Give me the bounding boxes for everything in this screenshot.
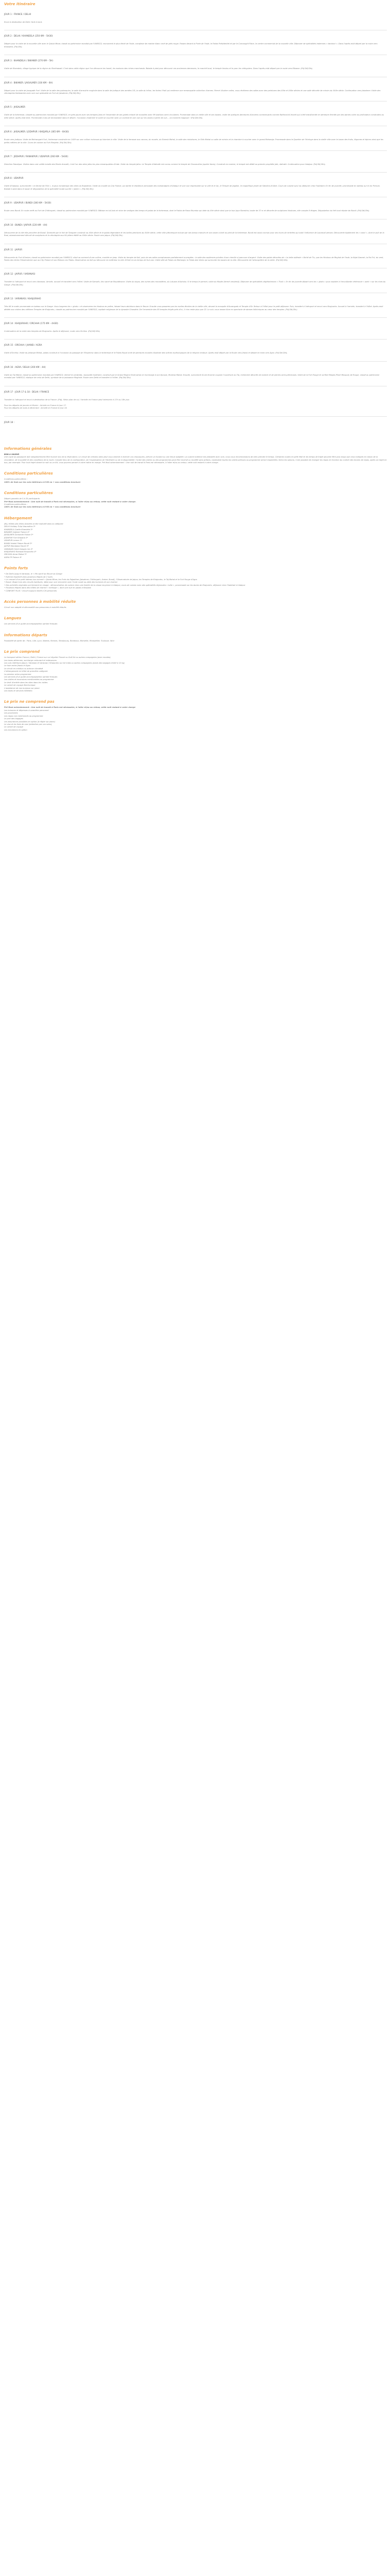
arrival-note-1: Pour les départs de janvier et février : Arrivée en France le Jour 17. — [4, 404, 67, 406]
not-included-line: Les pourboires — [4, 712, 18, 715]
not-included-line: Le port des bagages — [4, 718, 23, 720]
day-title: JOUR 8 : UDAIPUR — [4, 177, 24, 180]
point-line: • De Delhi jusqu'à Varanasi, le « fifo sacré du fleuve du Gange — [4, 573, 62, 575]
itinerary-heading: Votre itinéraire — [4, 2, 36, 6]
departures-text: Possibilité de partir de : Paris, Lille, Lyon, Nantes, Rennes, Strasbourg, Bordeaux, Marseille, Montpellier, Toulouse, Nice — [4, 639, 115, 642]
hotel-line: JAIPUR Mandawa Haveli 3* — [4, 545, 29, 548]
hotels-intro: (NL) Hôtels des Villes données à titre indicatif dans la catégorie — [4, 522, 63, 525]
day-text: Découverte du Fort d'Amber, classé au patrimoine mondial par l'UNESCO, situé au sommet d'une colline, montée en jeep. Visite du temple de Kali, puis de ses salles somptueuses parfaitement ouvragées : la salle des audiences privées d'une cheville si parcoure d'argent. Visite des palais décorées de « la belle sidérale » fâché de Tlo, que les Hindous de Mughal de l'Inde, la Kajal Ganesh, la Roi Pol, du vent, Palais des Vents l'Observatoire que au City Palace et son Maison Les Palais. Observation du fait qui découvre en extérieur la ville d'Oreil en du temps de Surs dur. Visite dite de Palais du Maharaja, le Palais des Vents qui surmonte les bazars de la ville. Découverte de l'atmosphère de la veille. (Pdj Déj Dîn). — [4, 256, 384, 261]
hotel-line: KHANDELA Castle Khandela 3* — [4, 528, 33, 531]
not-included-line: Le carnet de voyage — [4, 726, 23, 728]
departures-heading: Informations départs — [4, 633, 47, 637]
conditions-block — [4, 498, 387, 509]
day-text: Très tôt le matin promenade en bateau sur le Gange. Vous longerez les « ghats » et observerez les hindous en prière, faisant leurs ablutions dans le fleuve. Ensuite vous passerez par les ruelles étroites de la vieille ville, devant la mosquée d'Aurangzeb et Temple d'Or. Retour à l'hôtel pour le petit-déjeuner. Puis, transfert à l'aéroport et envol vers Khajuraho. Accueil à l'arrivée, transfert à l'hôtel. Après-midi dédiée aux visites des célèbres Temples de Khajuraho, classés au patrimoine mondial par l'UNESCO, capitale religieuse de la dynastie Chandela. De l'ensemble des 85 temples érigés près d'ici, il n'en reste plus que 22. Le soir, vous rassez libre en spectacle de danses folkloriques au cœur des temples. (Pdj Déj Dîn). — [4, 306, 383, 311]
day-12 — [4, 268, 387, 293]
included-line: Le train entre Jhansi et Agra — [4, 665, 30, 667]
day-text: Visite d'Udaipur, surnommée « la Venise de l'Est », la plus romantique des villes du Rajasthan. Visite du musée du City Palace, qui abrite le résidence principale des maharadjahs d'Udaipur et une vue imprenable sur la ville et le lac, le Temple de Jagdish, le magnifique jardin de Sahelion-Ki-Bari. Cours de cuisine suivi du déjeuner chez l'habitant. En fin de journée, promenade en bateau sur le lac Pichola. Balade à pied dans le bazar et dégustation de la spécialité locale sucrée « Jalebi ». (Pdj Déj Dîn). — [4, 185, 380, 190]
day-title: JOUR 9 : UDAIPUR / BUNDI (300 KM – 5H30) — [4, 201, 52, 205]
infos-heading: Informations générales — [4, 446, 52, 451]
day-text: Départ pour la visite de Junagadh Fort. Visite de la salle des palanquins, la salle d'armoirie moghole dans la salle de Jodhpuri des armées 1SI, la salle du trône, les fortes l'Hall qui renferme une remarquable collection d'armes. Pierre! illustrer celles, vous révèlerez des salles avec des peintures des XVIe et XVIIe siècles et une salle décorée de miroirs du XVIIe siècle. Continuation vers Jaisalmer. Visite des cénotaphes Kalabambe avec une vue splendide du Fort de Jaisalmer. (Pdj Déj Dîn). — [4, 89, 381, 95]
included-line: Les taxes et services hôteliers — [4, 690, 32, 692]
day-title: JOUR 14 : KHAJURAHO / ORCHHA (175 KM – 4H30) — [4, 321, 58, 325]
day-title: JOUR 15 : ORCHHA / JHANSI / AGRA — [4, 344, 42, 347]
day-18 — [4, 417, 387, 435]
conditions-line: Conditions particulières : — [4, 503, 27, 506]
included-line: Le carnet de voyage électronique — [4, 684, 36, 687]
day-title: JOUR 3 : KHANDELA / BIKANER (270 KM – 5H) — [4, 59, 53, 62]
mobility-block — [4, 606, 387, 609]
point-line: • Le creuset d'un petit bateau bus nommé « Qutab Minar, les Forts du Rajasthan (Jaisalmer, Chittorgarh, Amber, Bundi), l'Observatoire de Jaipur, les Temples de Khajuraho, le Taj Mahal et le Fort Rouge d'Agra — [4, 578, 197, 581]
included-line: Le droit d'entrée dans les sites dans les visites — [4, 681, 48, 684]
day-17 — [4, 386, 387, 417]
included-block — [4, 656, 387, 692]
included-line: Le circuit en minibus ou autocar climatisé — [4, 667, 43, 670]
day-text: Continuation de la visite des temples de Khajuraho. Après le déjeuner, route vers Orchha. (Pdj Déj Dîn). — [4, 330, 101, 332]
day-title: JOUR 1 : FRANCE / DELHI — [4, 13, 31, 15]
hotel-line: KHAJURAHO Ramada Khajuraho 4* — [4, 550, 37, 553]
day-text: Transfert à l'aéroport et envol à destination de la France. (Pdj). Selon plan de vol, l'arrivée en France peut intervenir à 17h ou 18h jour. — [4, 398, 130, 401]
day-13 — [4, 293, 387, 318]
day-1 — [4, 10, 387, 30]
languages-heading: Langues — [4, 616, 22, 621]
not-included-line: Les repas non mentionnés au programme — [4, 715, 43, 717]
day-title: JOUR 7 : JODHPUR / RANAKPUR / UDAIPUR (260 KM – 5H30) — [4, 155, 68, 158]
departures-block — [4, 640, 387, 642]
day-title: JOUR 4 : BIKANER / JAISALMER (330 KM – 6H) — [4, 81, 53, 84]
conditions-line: 100% de frais sur les vols intérieurs à 0-60 nn + nos conditions brochure — [4, 506, 80, 509]
included-line: Les services d'un guide accompagnateur parlant français — [4, 676, 58, 679]
hotel-line: UDAIPUR Lemon 3* — [4, 539, 22, 542]
day-5 — [4, 101, 387, 126]
not-included-line: Les assurances possibles en option (à régler sur place) — [4, 720, 55, 723]
points-heading: Points forts — [4, 566, 28, 571]
day-text: Route vers Bundi. En route arrêt au Fort de Chittorgarh, classé au patrimoine mondial par l'UNESCO. Bâtisse en tuf-bois et riche de vestiges des temps et palais de la forteresse, dont le Palais de Rana Khumba qui date du XVe siècle ainsi que la tour Jaya Stambha, haute de 37 m et décorée de sculptures hindoues, elle compte 8 étages. Dégustation du thé local répute de Bundi. (Pdj Déj Dîn). — [4, 210, 370, 212]
day-11 — [4, 244, 387, 269]
infos-intro-title: BON A SAVOIR — [4, 453, 20, 455]
included-heading: Le prix comprend — [4, 650, 40, 654]
day-title: JOUR 5 : JAISALMER — [4, 106, 25, 109]
point-line: • Des activités originales qui tiennent en visage : démonstration de cuisine chez une famille de la classe moyenne à Udaipur, cours de cuisine avec des spécialités régionales « lutte », promenade sur les dunes de Khajuraho, déjeuner chez l'habitant à Udaipur — [4, 584, 246, 586]
day-text: Visite d'Orchha. Visite du Jahangir Mahal, palais construit à l'occasion du passage de l'Empereur dans la forteresse et le Palais Rayal orné de peintures murales illustrant des scènes mythologiques de la religion hindoue. Après-midi départ par la Route vers Jhansi et départ en train vers Agra. (Pdj Déj Dîn). — [4, 352, 288, 354]
day-4 — [4, 77, 387, 102]
day-text: Visite du Taj Mahal, classé au patrimoine mondial par l'UNESCO, (fermé le vendredi), mausolée funéraire, construit par le Grand Moghol Shah Jahan en hommage à son épouse, Mumtaz Mahal. Ensuite, surnommé d'une énorme coupole l'ouverture au Taj, richement décorée de marbre et de pierres semi-précieuses. Visite de la Fort Rouge et sa Moti Masjid (Pearl Mosque) de Rouge, classé au patrimoine mondial par l'UNESCO, réplique de celui de Delhi, symbole de la puissance Moghole. Route vers Delhi et transfert à l'hôtel. (Pdj Déj Dîn). — [4, 374, 380, 379]
not-included-line: Les excursions en option — [4, 728, 27, 731]
not-included-line: Pré-final acheminement : Une nuit de transit à Paris est nécessaire, à l'aller et/ou au retour, cette nuit restant à votre charge — [4, 706, 136, 709]
day-text: Transfert à l'aéroport et envol vers Varanasi. Arrivée, accueil et transfert vers l'hôtel. Visite de Sarnath, lieu sacré de Bouddhisme. Visite du stupa, des ruines des monastères, du Lotuses d'Ashoka. Si le temps le permet, visite du Musée (fermé vendredi). Déjeuner de spécialités végétariennes « Thali ». En fin de journée départ vers les « ghats » pour assister à l'envoûtante cérémonie « aarti » sur les rives du Gange. (Pdj Déj Dîn). — [4, 281, 386, 286]
infos-block — [4, 453, 387, 465]
point-line: • CONFORT PLUS ! circuit toujours limité à 20 personnes — [4, 589, 57, 592]
day-text: Découverte de la cité elle-princière de Bundi. Dominée par le fort de Taragarh construit au XIVe siècle et le palais légendaire et les belles peintures du XVIIe siècle, cette ville pittoresque incluse par ses beaux manoirs et son bazar coloré au pied de la forteresse. Bundi est aussi connue pour ses rivors de rentrées qui sobtl l'influence de Lauravali persan. Découverte également les « baori », dont le puit de la Raai, abandonnement décoré de sculptures et la cénotaphe aux 84 piliers édifié au XVIIe siècle. Route vers Jaipur. (Pdj Déj Dîn). — [4, 231, 384, 237]
hotel-line: AGRA PS Palace 4* — [4, 556, 22, 558]
hotel-line: ORCHHA Amar Mahal 3* — [4, 553, 27, 556]
day-7 — [4, 151, 387, 173]
conditions-line: Pré-final acheminement : Une nuit de transit à Paris est nécessaire, à l'aller et/ou au retour, cette nuit restant à votre charge. — [4, 500, 136, 503]
included-line: L'hébergement en hôtel de première catégorie — [4, 670, 48, 673]
day-6 — [4, 126, 387, 151]
hotel-line: JAISALMER Gorbandh Palace 3* — [4, 534, 34, 536]
day-14 — [4, 318, 387, 340]
languages-text: Les services d'un guide accompagnateur parlant français — [4, 623, 58, 625]
conditions-heading: Conditions particulières — [4, 491, 53, 496]
hotel-line: DELHI Holiday Tulip Vasundhra 3* — [4, 526, 36, 528]
hotel-line: JODHPUR Fort Khejarla 3* — [4, 536, 28, 539]
infos-intro-text: Une copie du passeport doit obligatoirement être fournie lors de la réservation. Le circuit de certains sites peut vous amener à enlever vos chaussures, prévoir un foulard ou une tenue adaptée. La cuisine indienne est préparée avec soin, nous vous recommandons de bien prendre le temps. Certaines routes en petit état et les temps de trajet peuvent être plus longs que ceux indiqués en raison de la circulation, de la qualité et des conditions de la route. Compte tenu de la configuration, de l'organisation de l'itinéraire ou de la disponibilité, l'ordre des visites ou des programmes peut être inversé ou modifié sans préavis, cependant toutes les visites prévues au programme seront respectées. Selon les saisons, il est possible de changer les repas en fonction du confort des heures de repas, après un trajet en bus, par exemple. Pour tout trajet durant la nuit ou un tôt, vous pourrez penser à votre traîne en marge. Pré-final acheminement : Une nuit de transit à Paris est nécessaire, à l'aller et/ou au retour, cette nuit restant à votre charge. — [4, 456, 387, 464]
mobility-heading: Accès personnes à mobilité réduite — [4, 599, 76, 604]
day-text: Envol à destination de Delhi. Nuit à bord. — [4, 21, 43, 23]
included-line: Les visites et excursions mentionnées au programme — [4, 679, 54, 681]
included-line: Les vols intérieurs Jaipur / Varanasi et Varanasi / Khajuraho sur Air India ou autres compagnies (poids des bagages limité à 15 kg) — [4, 662, 125, 664]
not-included-heading: Le prix ne comprend pas — [4, 700, 55, 704]
day-title: JOUR 6 : JAISALMER / JODHPUR / KHEJARLA (365 KM – 6H30) — [4, 130, 69, 133]
page — [0, 0, 391, 745]
day-title: JOUR 2 : DELHI / KHANDELA (250 KM – 5H30) — [4, 35, 53, 38]
day-3 — [4, 55, 387, 77]
hotels-block — [4, 523, 387, 559]
participation-block — [4, 478, 387, 484]
day-text: Direction Ranakpur. Visitez dans une vallée boisée des Monts Aravalli, c'est l'un des sites jaïns les plus remarquables d'Inde. Visite du temple Jaïns. Le Temple d'Adinath est connu comme le temple de Chaumukha (quatre faces). Construit en marbre, le temple est dédié au premier prophète Jaïn, Adinath. Continuation pour Udaipur. (Pdj Déj Dîn). — [4, 163, 326, 166]
mobility-text: Circuit non adapté et déconseillé aux personnes à mobilité réduite. — [4, 606, 67, 608]
day-15 — [4, 340, 387, 361]
hotel-line: VARANASI Hotel Ganges inn 4* — [4, 548, 33, 550]
conditions-line: Départ garantis de 5 à 20 participants — [4, 498, 40, 500]
day-text: Visite de Khandela, village typique de la région du Shekhawati. C'est dans cette région que l'on découvre les haveli, les maisons des riches marchands. Balade à pied pour découvrir ces anciennes demeures, le marché local, le temple hindou et le parc les chéoguiers. Dans l'après-midi départ par la route vers Bikaner. (Pdj Déj Dîn). — [4, 67, 313, 70]
point-line: • Rythme équilibré dans plusieurs étapes de 2 nuits — [4, 575, 53, 578]
included-line: La pension selon programme — [4, 673, 31, 675]
included-line: Les taxes aériennes, surcharge carburant et redevances — [4, 659, 57, 662]
included-line: L'assistance de nos bureaux sur place — [4, 687, 40, 689]
participation-heading: Conditions particulières — [4, 471, 53, 476]
hotel-line: BIKANER Gajkeer Palace 4* — [4, 531, 30, 534]
participation-line: Conditions particulières : — [4, 478, 27, 481]
day-title: JOUR 10 : BUNDI / JAIPUR (220 KM – 4H) — [4, 223, 47, 226]
not-included-line: Le visa et les frais de visa (obtention par vos soins) — [4, 723, 52, 725]
points-block — [4, 573, 387, 592]
day-9 — [4, 197, 387, 219]
day-text: Visite de la forteresse, classée au patrimoine mondial par l'UNESCO, en grès jaune avec ses temples Jains et l'ensemble de ses galets enlacé de murailles avec 99 bastions semi circulaires. Promenade dans la vieille ville et ses bazars, visite de quelques demeures d'anciens commerçants comme Nathmal-Ki-Haveli qui a été transformée en demeure fermée par des dames votre au profondeur construites au XIXe siècle. Après-midi libre. Promenade à dos de dromadaire dans le désert. l'occasion d'admirer le soleil se coucher avec un cocktail et une vue sur les dunes à perte de vue… un moment magique ! (Pdj Déj Dîn). — [4, 114, 384, 119]
day-text: Route vers Jodhpur. Visite de Mehrangarh Fort, forteresse construite en 1459 sur une colline rocheuse qui domine la ville. Visite de la terrasse aux canons, du musée, du Sheesh Mahal, la salle des miniatures, le Shih Mahal ou salle de miroirs et la chambre à coucher avec le grand Maharaja. Promenade dans le Quartier de l'Horloge dans la vieille ville avec le bazar des fruits, légumes et épices ainsi que les petits métiers de la ville. Cours de cuisine au Fort Khejarla. (Pdj Déj Dîn). — [4, 139, 383, 144]
arrival-note-2: Pour les départs de mars à décembre : Arrivée en France le Jour 18. — [4, 407, 68, 410]
participation-line: 100% de frais sur les vols intérieurs à 0-60 nn + nos conditions brochure — [4, 481, 80, 483]
day-title: JOUR 16 : AGRA / DELHI (200 KM – 4H) — [4, 365, 46, 368]
not-included-line: Les boissons et dépenses à caractère personnel — [4, 709, 49, 711]
not-included-block — [4, 706, 387, 732]
day-title: JOUR 11 : JAIPUR — [4, 248, 22, 251]
hotel-line: BUNDI Hadoti Palace Bundi 3* — [4, 542, 32, 545]
day-2 — [4, 30, 387, 55]
day-title: JOUR 12 : JAIPUR / VARANASI — [4, 273, 36, 276]
day-10 — [4, 219, 387, 244]
hotels-heading: Hébergement — [4, 516, 32, 520]
languages-block — [4, 623, 387, 625]
day-title: JOUR 17 : JOUR 17 & 18 : DELHI / FRANCE — [4, 390, 50, 393]
day-title: JOUR 18 : — [4, 420, 14, 423]
day-title: JOUR 13 : VARANASI / KHAJURAHO — [4, 297, 41, 300]
day-8 — [4, 173, 387, 197]
point-line: • Bundi, étape hors des circuits habituels, idéal pour une rencontre avec l'Inde rurale au-delà des hommes et son charme — [4, 581, 118, 584]
point-line: • Plusieurs étapes dans des hôtels de charme « heritage », dont une nuit en palais à Khejarla — [4, 587, 91, 589]
day-16 — [4, 362, 387, 386]
day-text: Départ pour la visite de la nouvelle ville avec le Qutub Minar, classé au patrimoine mondial par l'UNESCO, monument le plus élevé de l'Inde, complexe de marbre blanc orné de grès rouge. Passez devant la Porte de l'Inde, le Palais Présidentiel et par le Connaught Place, le centre commercial de la nouvelle ville. Déjeuner de spécialités indiennes « tandoori ». Dans l'après-midi départ par la route vers Khandela. (Pdj Dîn). — [4, 43, 378, 48]
included-line: Le transport aérien France / Delhi / France sur vol régulier Finnair ou Gulf Air ou autres compagnies (avec escales) — [4, 656, 111, 659]
